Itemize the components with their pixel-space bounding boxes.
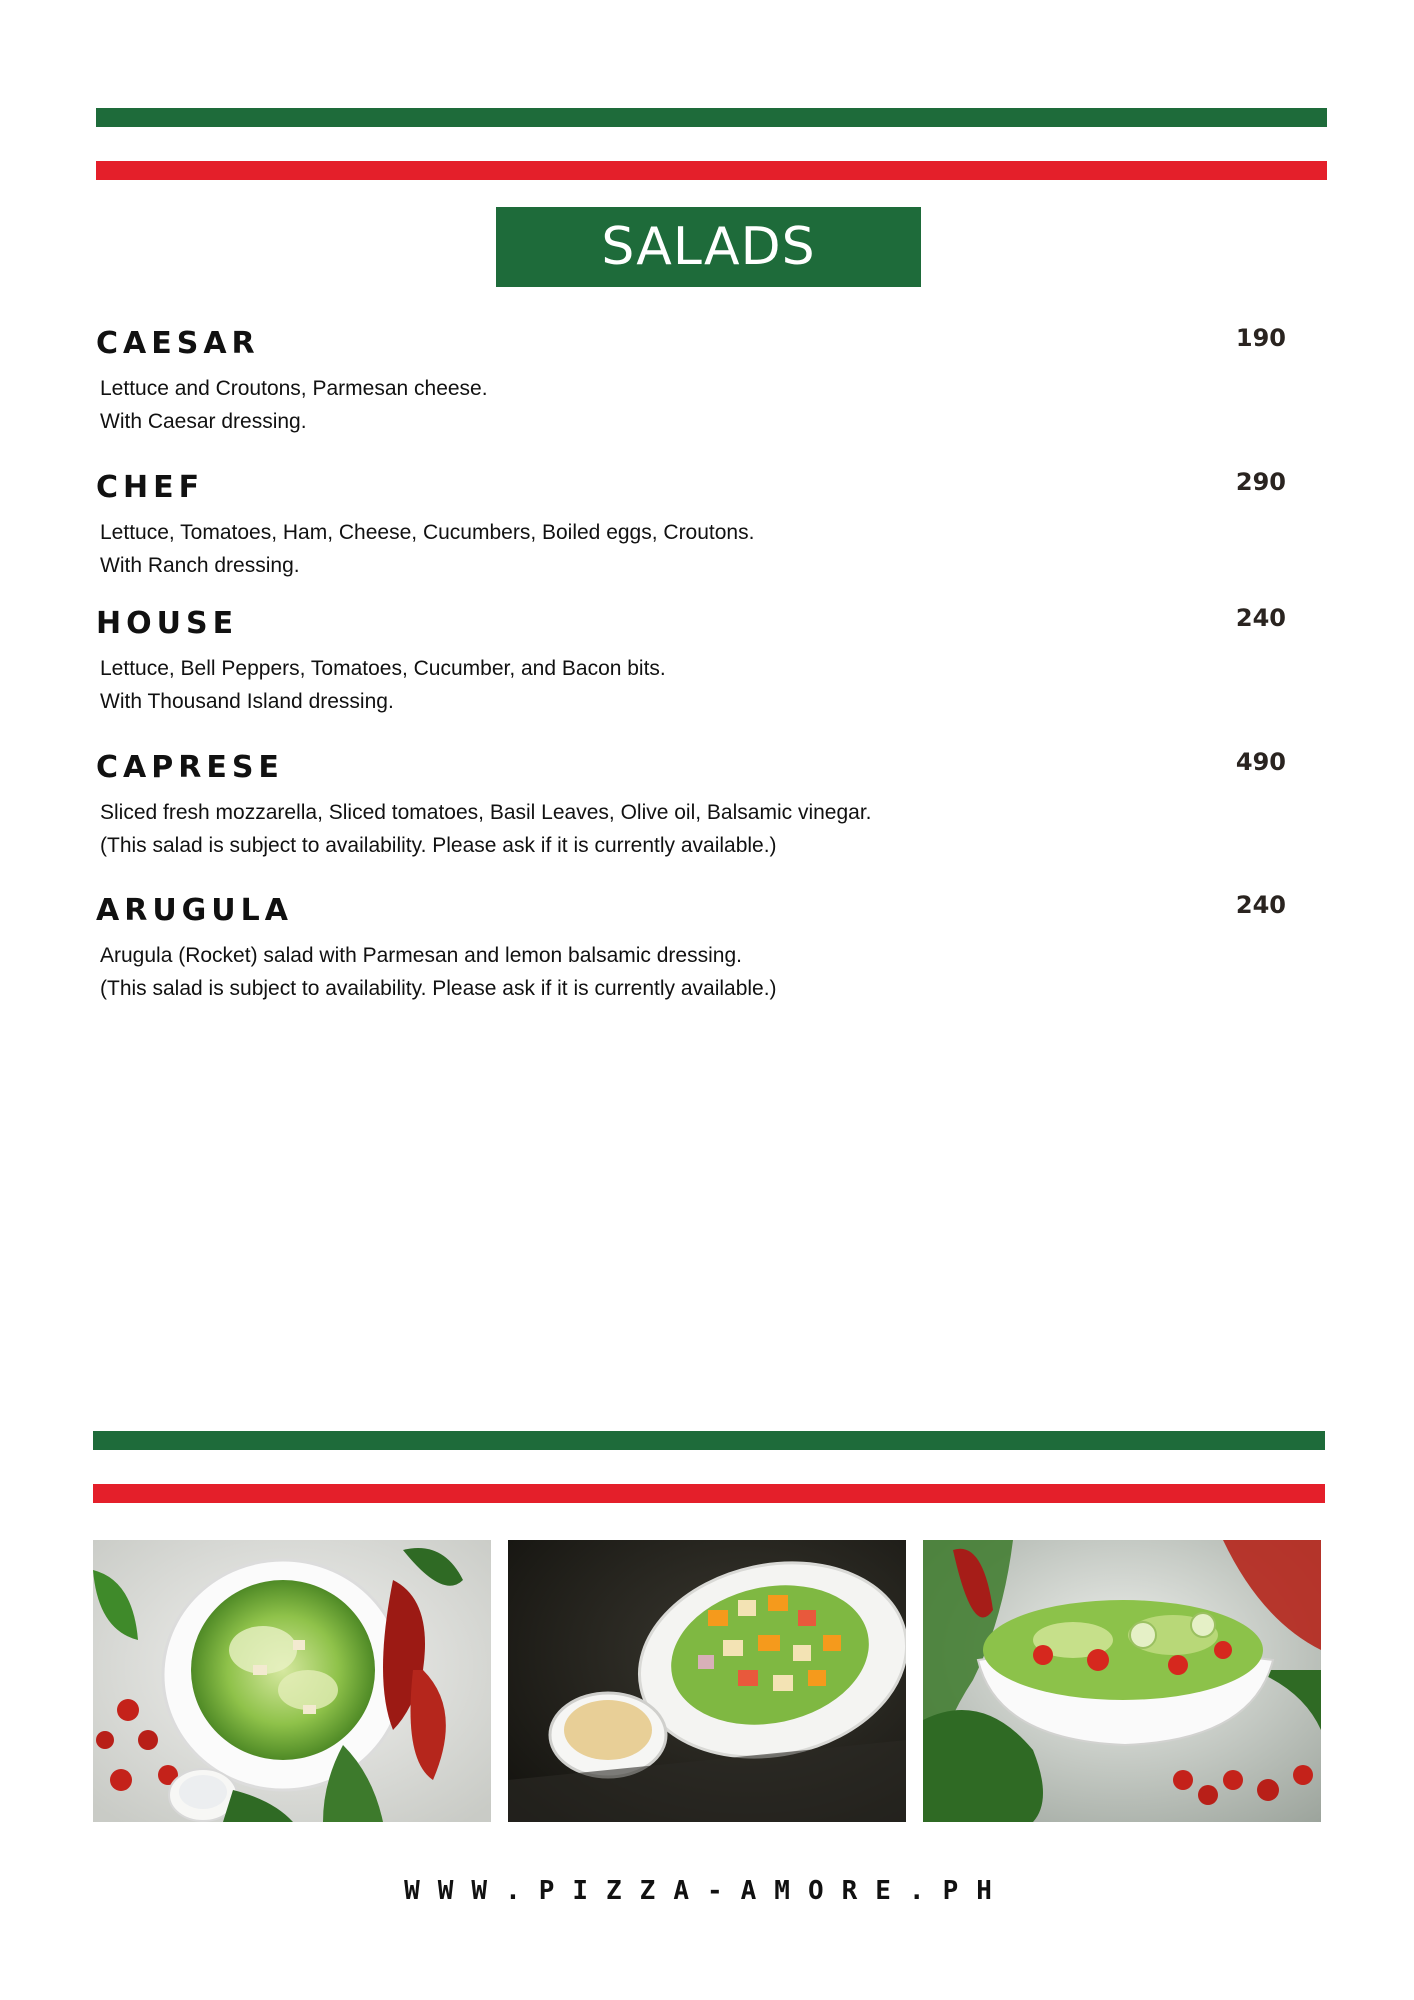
item-description-line: Arugula (Rocket) salad with Parmesan and lemon balsamic dressing. <box>100 944 742 967</box>
item-price: 190 <box>1235 324 1286 352</box>
menu-item-chef <box>96 470 1286 582</box>
item-description <box>100 796 1286 862</box>
item-description-line: Sliced fresh mozzarella, Sliced tomatoes, Basil Leaves, Olive oil, Balsamic vinegar. <box>100 801 872 824</box>
item-name: CAPRESE <box>96 750 284 785</box>
website-url: WWW.PIZZA-AMORE.PH <box>404 1876 1010 1906</box>
item-name: CAESAR <box>96 326 260 361</box>
section-title-box <box>496 207 921 287</box>
item-description-line: (This salad is subject to availability. Please ask if it is currently available.) <box>100 834 777 857</box>
item-description-line: With Ranch dressing. <box>100 554 300 577</box>
item-description-line: (This salad is subject to availability. Please ask if it is currently available.) <box>100 977 777 1000</box>
item-name: CHEF <box>96 470 205 505</box>
item-price: 290 <box>1235 468 1286 496</box>
item-description <box>100 372 1286 438</box>
item-description-line: With Thousand Island dressing. <box>100 690 394 713</box>
item-description-line: Lettuce and Croutons, Parmesan cheese. <box>100 377 488 400</box>
bottom-green-stripe <box>93 1431 1325 1450</box>
bottom-red-stripe <box>93 1484 1325 1503</box>
item-description-line: Lettuce, Tomatoes, Ham, Cheese, Cucumbers, Boiled eggs, Croutons. <box>100 521 755 544</box>
menu-item-caesar <box>96 326 1286 438</box>
item-price: 240 <box>1235 604 1286 632</box>
top-red-stripe <box>96 161 1327 180</box>
chef-salad-photo <box>508 1540 906 1822</box>
menu-item-house <box>96 606 1286 718</box>
section-title: SALADS <box>601 217 816 277</box>
item-description-line: With Caesar dressing. <box>100 410 307 433</box>
item-description <box>100 652 1286 718</box>
item-price: 490 <box>1235 748 1286 776</box>
menu-item-arugula <box>96 893 1286 1005</box>
item-description <box>100 939 1286 1005</box>
house-salad-photo <box>923 1540 1321 1822</box>
item-name: HOUSE <box>96 606 239 641</box>
item-description-line: Lettuce, Bell Peppers, Tomatoes, Cucumber, and Bacon bits. <box>100 657 666 680</box>
item-name: ARUGULA <box>96 893 293 928</box>
item-price: 240 <box>1235 891 1286 919</box>
caesar-salad-photo <box>93 1540 491 1822</box>
item-description <box>100 516 1286 582</box>
top-green-stripe <box>96 108 1327 127</box>
menu-item-caprese <box>96 750 1286 862</box>
